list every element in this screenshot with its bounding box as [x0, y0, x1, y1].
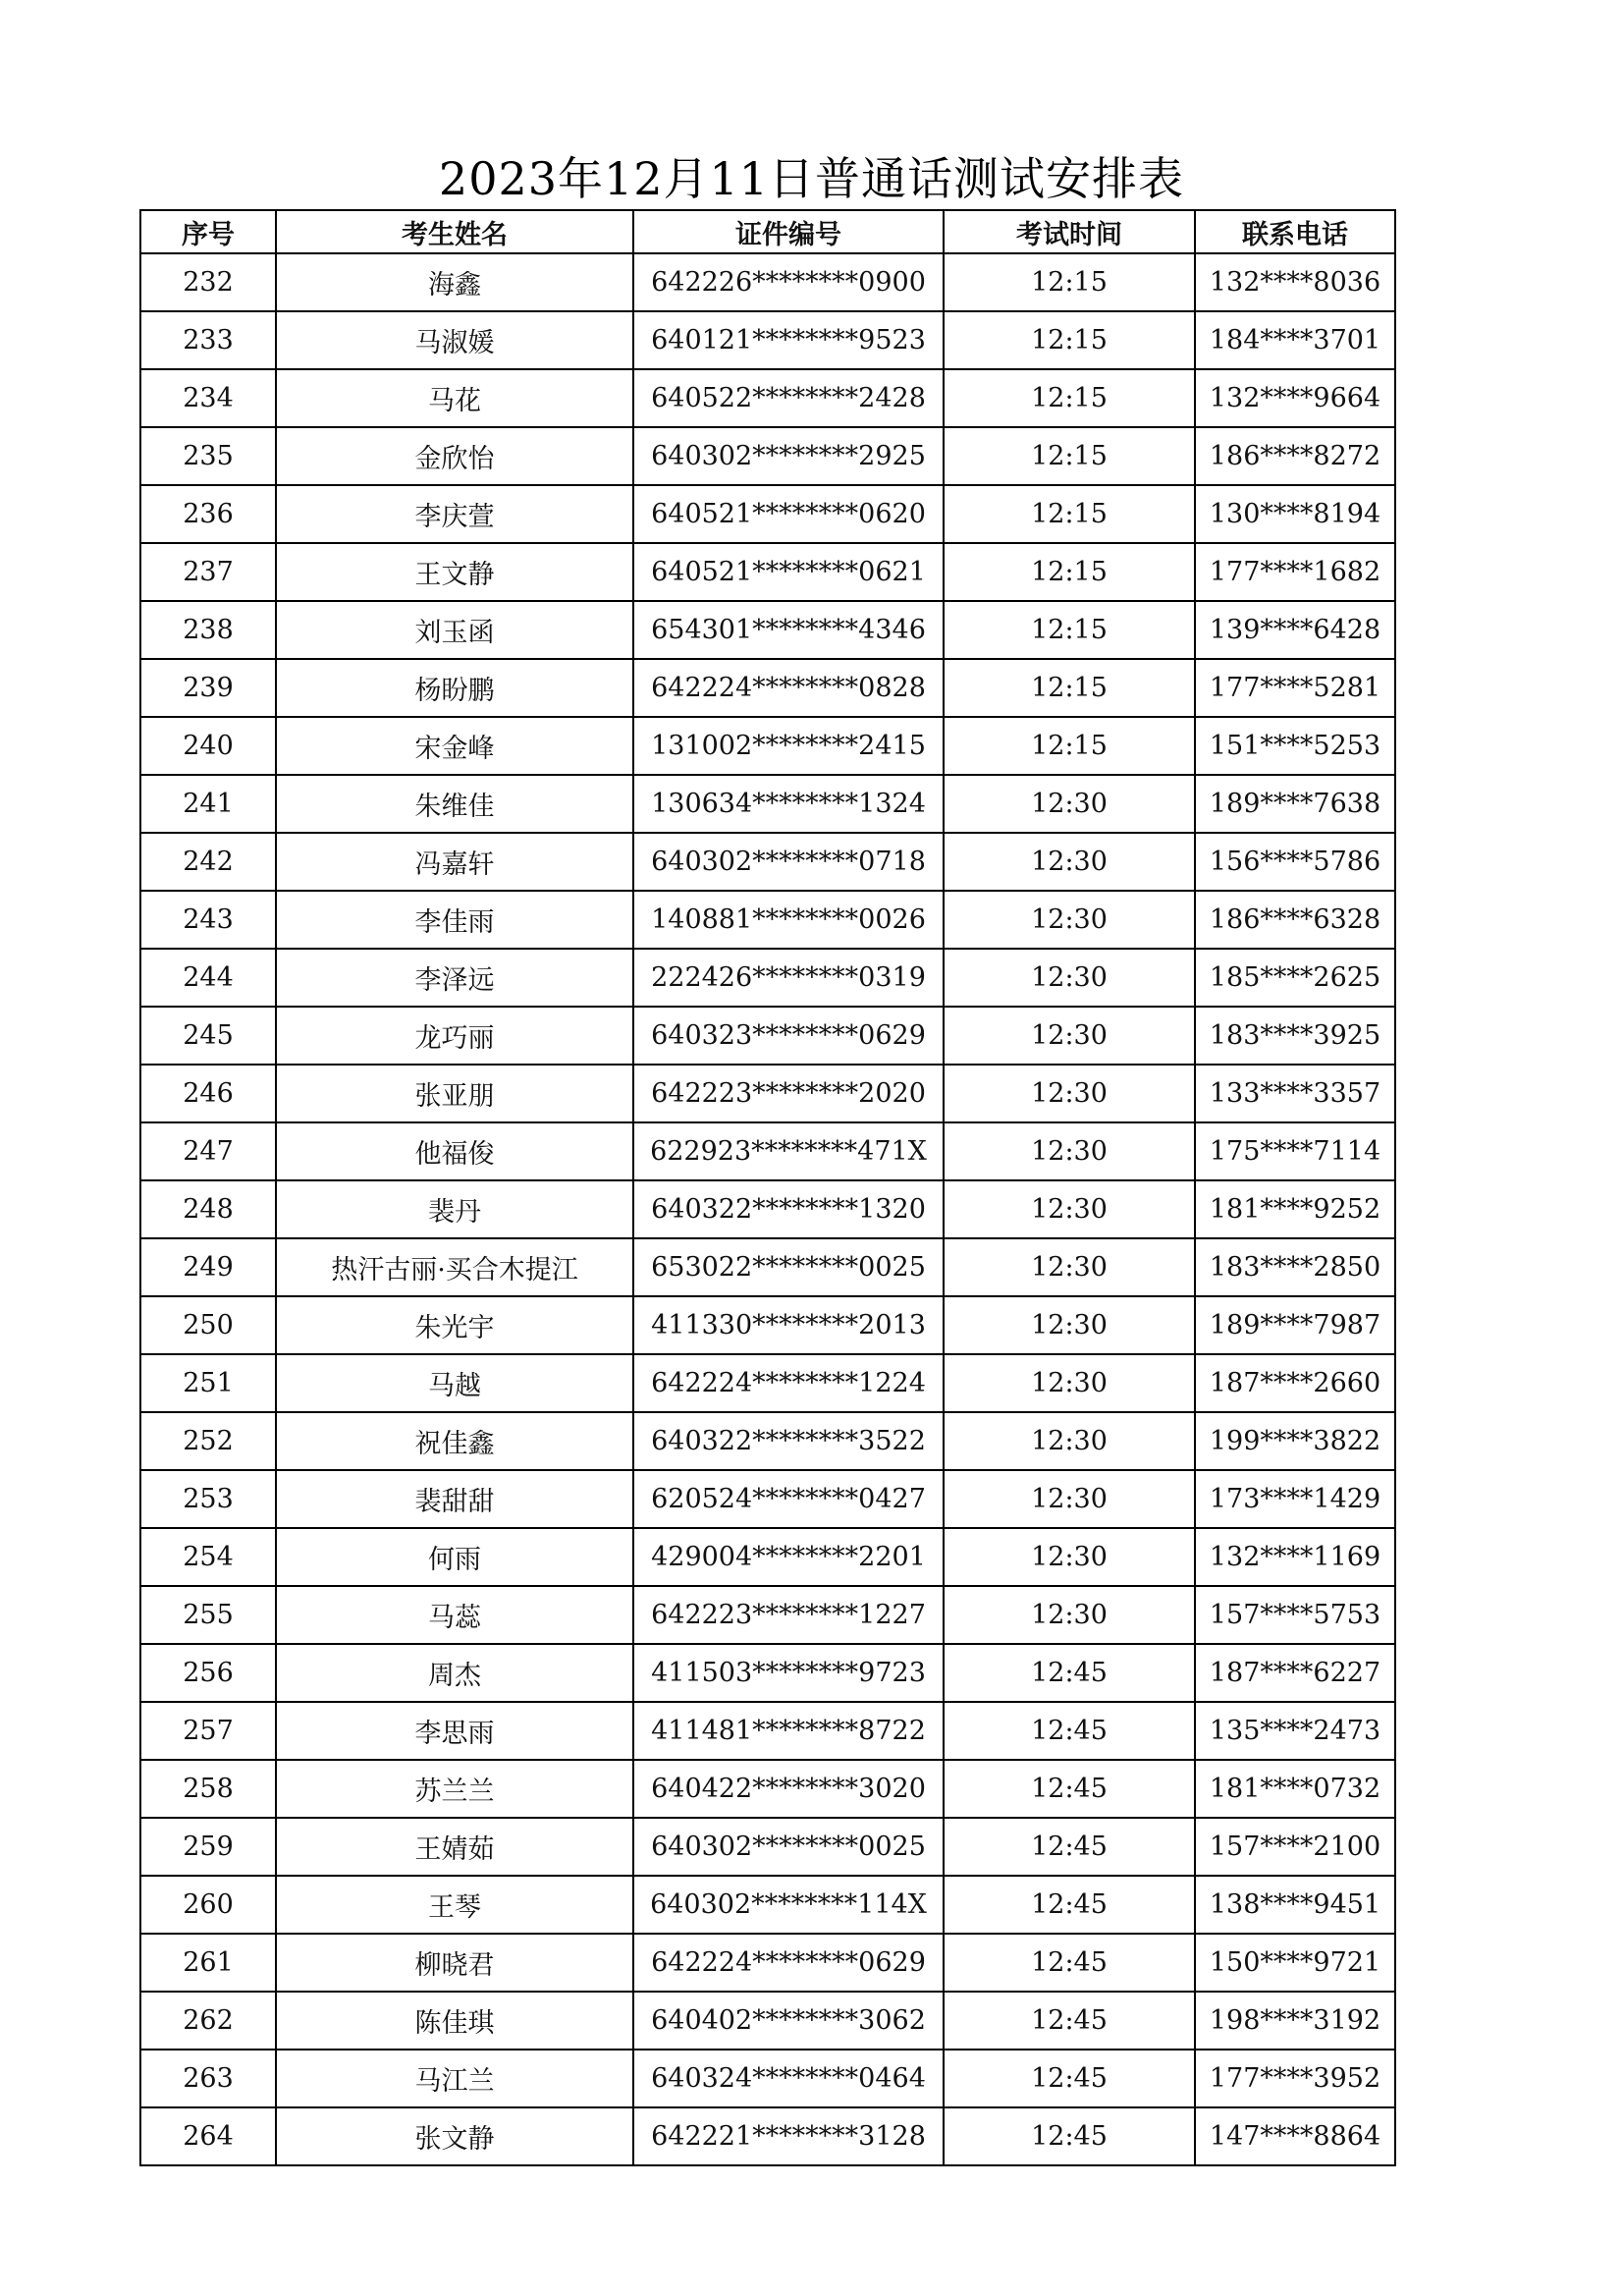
cell-seq: 234 — [140, 369, 276, 427]
cell-id: 642224********0629 — [633, 1934, 944, 1992]
cell-seq: 249 — [140, 1238, 276, 1296]
cell-time: 12:45 — [944, 1934, 1195, 1992]
table-row — [140, 1238, 1395, 1296]
cell-seq: 239 — [140, 659, 276, 717]
cell-time: 12:45 — [944, 1702, 1195, 1760]
table-row — [140, 1065, 1395, 1122]
cell-phone: 173****1429 — [1195, 1470, 1395, 1528]
cell-seq: 257 — [140, 1702, 276, 1760]
cell-seq: 233 — [140, 311, 276, 369]
cell-seq: 237 — [140, 543, 276, 601]
cell-time: 12:30 — [944, 1470, 1195, 1528]
cell-name: 马江兰 — [276, 2050, 633, 2107]
cell-name: 热汗古丽·买合木提江 — [276, 1238, 633, 1296]
cell-name: 李泽远 — [276, 949, 633, 1007]
cell-time: 12:45 — [944, 1876, 1195, 1934]
cell-name: 周杰 — [276, 1644, 633, 1702]
cell-phone: 181****9252 — [1195, 1180, 1395, 1238]
cell-time: 12:30 — [944, 1354, 1195, 1412]
table-row — [140, 311, 1395, 369]
cell-id: 640402********3062 — [633, 1992, 944, 2050]
cell-name: 苏兰兰 — [276, 1760, 633, 1818]
cell-name: 宋金峰 — [276, 717, 633, 775]
cell-id: 642223********2020 — [633, 1065, 944, 1122]
cell-time: 12:45 — [944, 1760, 1195, 1818]
cell-id: 640322********1320 — [633, 1180, 944, 1238]
cell-phone: 183****3925 — [1195, 1007, 1395, 1065]
cell-id: 222426********0319 — [633, 949, 944, 1007]
cell-phone: 186****8272 — [1195, 427, 1395, 485]
cell-phone: 185****2625 — [1195, 949, 1395, 1007]
table-row — [140, 659, 1395, 717]
cell-time: 12:30 — [944, 891, 1195, 949]
cell-seq: 236 — [140, 485, 276, 543]
cell-seq: 258 — [140, 1760, 276, 1818]
cell-name: 何雨 — [276, 1528, 633, 1586]
cell-time: 12:15 — [944, 543, 1195, 601]
cell-id: 640302********0025 — [633, 1818, 944, 1876]
table-row — [140, 1122, 1395, 1180]
cell-id: 130634********1324 — [633, 775, 944, 833]
cell-seq: 244 — [140, 949, 276, 1007]
cell-id: 654301********4346 — [633, 601, 944, 659]
cell-name: 张亚朋 — [276, 1065, 633, 1122]
cell-seq: 264 — [140, 2107, 276, 2165]
cell-time: 12:30 — [944, 1296, 1195, 1354]
cell-id: 131002********2415 — [633, 717, 944, 775]
cell-name: 李庆萱 — [276, 485, 633, 543]
cell-seq: 256 — [140, 1644, 276, 1702]
table-row — [140, 1760, 1395, 1818]
cell-seq: 238 — [140, 601, 276, 659]
cell-name: 王文静 — [276, 543, 633, 601]
cell-name: 柳晓君 — [276, 1934, 633, 1992]
table-row — [140, 1586, 1395, 1644]
cell-phone: 184****3701 — [1195, 311, 1395, 369]
cell-name: 陈佳琪 — [276, 1992, 633, 2050]
cell-phone: 151****5253 — [1195, 717, 1395, 775]
cell-time: 12:15 — [944, 717, 1195, 775]
table-row — [140, 1296, 1395, 1354]
header-phone: 联系电话 — [1195, 210, 1395, 253]
cell-time: 12:15 — [944, 253, 1195, 311]
table-row — [140, 485, 1395, 543]
cell-seq: 261 — [140, 1934, 276, 1992]
cell-id: 640323********0629 — [633, 1007, 944, 1065]
cell-phone: 187****6227 — [1195, 1644, 1395, 1702]
header-seq: 序号 — [140, 210, 276, 253]
cell-time: 12:30 — [944, 1586, 1195, 1644]
table-row — [140, 833, 1395, 891]
schedule-table — [139, 209, 1396, 2166]
cell-name: 他福俊 — [276, 1122, 633, 1180]
cell-seq: 254 — [140, 1528, 276, 1586]
cell-id: 429004********2201 — [633, 1528, 944, 1586]
page-title: 2023年12月11日普通话测试安排表 — [438, 152, 1185, 205]
cell-phone: 139****6428 — [1195, 601, 1395, 659]
cell-name: 海鑫 — [276, 253, 633, 311]
cell-phone: 189****7638 — [1195, 775, 1395, 833]
table-row — [140, 717, 1395, 775]
cell-phone: 157****5753 — [1195, 1586, 1395, 1644]
cell-phone: 177****3952 — [1195, 2050, 1395, 2107]
cell-seq: 245 — [140, 1007, 276, 1065]
cell-phone: 187****2660 — [1195, 1354, 1395, 1412]
cell-time: 12:30 — [944, 1528, 1195, 1586]
cell-seq: 232 — [140, 253, 276, 311]
table-row — [140, 427, 1395, 485]
cell-phone: 135****2473 — [1195, 1702, 1395, 1760]
cell-time: 12:30 — [944, 775, 1195, 833]
cell-phone: 198****3192 — [1195, 1992, 1395, 2050]
cell-time: 12:15 — [944, 427, 1195, 485]
cell-id: 640522********2428 — [633, 369, 944, 427]
cell-seq: 250 — [140, 1296, 276, 1354]
table-row — [140, 1876, 1395, 1934]
cell-name: 李思雨 — [276, 1702, 633, 1760]
header-row — [140, 210, 1395, 253]
cell-name: 朱维佳 — [276, 775, 633, 833]
table-row — [140, 1528, 1395, 1586]
cell-name: 马越 — [276, 1354, 633, 1412]
table-row — [140, 891, 1395, 949]
cell-id: 640302********114X — [633, 1876, 944, 1934]
cell-seq: 243 — [140, 891, 276, 949]
cell-seq: 260 — [140, 1876, 276, 1934]
table-row — [140, 1354, 1395, 1412]
cell-seq: 240 — [140, 717, 276, 775]
header-name: 考生姓名 — [276, 210, 633, 253]
cell-time: 12:45 — [944, 2050, 1195, 2107]
cell-id: 640302********0718 — [633, 833, 944, 891]
cell-time: 12:15 — [944, 601, 1195, 659]
cell-id: 642224********0828 — [633, 659, 944, 717]
cell-time: 12:15 — [944, 311, 1195, 369]
cell-id: 622923********471X — [633, 1122, 944, 1180]
cell-phone: 132****9664 — [1195, 369, 1395, 427]
cell-name: 金欣怡 — [276, 427, 633, 485]
cell-time: 12:30 — [944, 1007, 1195, 1065]
cell-name: 龙巧丽 — [276, 1007, 633, 1065]
cell-id: 640322********3522 — [633, 1412, 944, 1470]
cell-phone: 183****2850 — [1195, 1238, 1395, 1296]
cell-phone: 132****8036 — [1195, 253, 1395, 311]
table-row — [140, 1470, 1395, 1528]
table-row — [140, 775, 1395, 833]
cell-name: 冯嘉轩 — [276, 833, 633, 891]
table-row — [140, 601, 1395, 659]
cell-seq: 252 — [140, 1412, 276, 1470]
cell-seq: 242 — [140, 833, 276, 891]
cell-phone: 189****7987 — [1195, 1296, 1395, 1354]
cell-name: 马蕊 — [276, 1586, 633, 1644]
cell-id: 640302********2925 — [633, 427, 944, 485]
cell-seq: 255 — [140, 1586, 276, 1644]
cell-time: 12:30 — [944, 833, 1195, 891]
cell-name: 马花 — [276, 369, 633, 427]
cell-seq: 247 — [140, 1122, 276, 1180]
cell-seq: 248 — [140, 1180, 276, 1238]
table-row — [140, 1007, 1395, 1065]
cell-phone: 175****7114 — [1195, 1122, 1395, 1180]
cell-phone: 133****3357 — [1195, 1065, 1395, 1122]
cell-seq: 246 — [140, 1065, 276, 1122]
cell-name: 张文静 — [276, 2107, 633, 2165]
cell-id: 140881********0026 — [633, 891, 944, 949]
cell-phone: 132****1169 — [1195, 1528, 1395, 1586]
cell-seq: 235 — [140, 427, 276, 485]
cell-phone: 177****1682 — [1195, 543, 1395, 601]
cell-id: 642221********3128 — [633, 2107, 944, 2165]
cell-id: 642223********1227 — [633, 1586, 944, 1644]
cell-time: 12:15 — [944, 369, 1195, 427]
cell-time: 12:30 — [944, 949, 1195, 1007]
cell-phone: 186****6328 — [1195, 891, 1395, 949]
cell-phone: 199****3822 — [1195, 1412, 1395, 1470]
cell-phone: 138****9451 — [1195, 1876, 1395, 1934]
table-row — [140, 1180, 1395, 1238]
cell-id: 411503********9723 — [633, 1644, 944, 1702]
cell-name: 裴丹 — [276, 1180, 633, 1238]
cell-id: 411481********8722 — [633, 1702, 944, 1760]
cell-time: 12:45 — [944, 1644, 1195, 1702]
cell-time: 12:15 — [944, 485, 1195, 543]
cell-id: 642226********0900 — [633, 253, 944, 311]
cell-id: 640521********0621 — [633, 543, 944, 601]
table-row — [140, 253, 1395, 311]
table-row — [140, 1934, 1395, 1992]
header-time: 考试时间 — [944, 210, 1195, 253]
cell-id: 640121********9523 — [633, 311, 944, 369]
cell-name: 王琴 — [276, 1876, 633, 1934]
table-row — [140, 1702, 1395, 1760]
cell-time: 12:30 — [944, 1180, 1195, 1238]
cell-time: 12:30 — [944, 1412, 1195, 1470]
cell-seq: 259 — [140, 1818, 276, 1876]
cell-name: 杨盼鹏 — [276, 659, 633, 717]
cell-time: 12:45 — [944, 2107, 1195, 2165]
cell-seq: 263 — [140, 2050, 276, 2107]
cell-id: 640521********0620 — [633, 485, 944, 543]
table-row — [140, 1412, 1395, 1470]
cell-id: 411330********2013 — [633, 1296, 944, 1354]
cell-phone: 157****2100 — [1195, 1818, 1395, 1876]
cell-id: 640422********3020 — [633, 1760, 944, 1818]
table-row — [140, 543, 1395, 601]
table-row — [140, 1992, 1395, 2050]
cell-time: 12:30 — [944, 1122, 1195, 1180]
cell-seq: 241 — [140, 775, 276, 833]
cell-time: 12:30 — [944, 1065, 1195, 1122]
cell-name: 裴甜甜 — [276, 1470, 633, 1528]
cell-id: 640324********0464 — [633, 2050, 944, 2107]
cell-time: 12:15 — [944, 659, 1195, 717]
cell-name: 祝佳鑫 — [276, 1412, 633, 1470]
cell-name: 刘玉函 — [276, 601, 633, 659]
cell-id: 620524********0427 — [633, 1470, 944, 1528]
table-row — [140, 369, 1395, 427]
cell-name: 王婧茹 — [276, 1818, 633, 1876]
cell-phone: 147****8864 — [1195, 2107, 1395, 2165]
cell-time: 12:45 — [944, 1992, 1195, 2050]
cell-id: 653022********0025 — [633, 1238, 944, 1296]
cell-seq: 251 — [140, 1354, 276, 1412]
table-row — [140, 1818, 1395, 1876]
cell-seq: 262 — [140, 1992, 276, 2050]
cell-phone: 130****8194 — [1195, 485, 1395, 543]
cell-time: 12:45 — [944, 1818, 1195, 1876]
cell-seq: 253 — [140, 1470, 276, 1528]
cell-phone: 156****5786 — [1195, 833, 1395, 891]
cell-name: 马淑媛 — [276, 311, 633, 369]
table-row — [140, 2107, 1395, 2165]
cell-phone: 177****5281 — [1195, 659, 1395, 717]
cell-name: 李佳雨 — [276, 891, 633, 949]
cell-time: 12:30 — [944, 1238, 1195, 1296]
cell-id: 642224********1224 — [633, 1354, 944, 1412]
table-row — [140, 949, 1395, 1007]
header-id: 证件编号 — [633, 210, 944, 253]
table-row — [140, 2050, 1395, 2107]
cell-name: 朱光宇 — [276, 1296, 633, 1354]
table-row — [140, 1644, 1395, 1702]
cell-phone: 181****0732 — [1195, 1760, 1395, 1818]
cell-phone: 150****9721 — [1195, 1934, 1395, 1992]
